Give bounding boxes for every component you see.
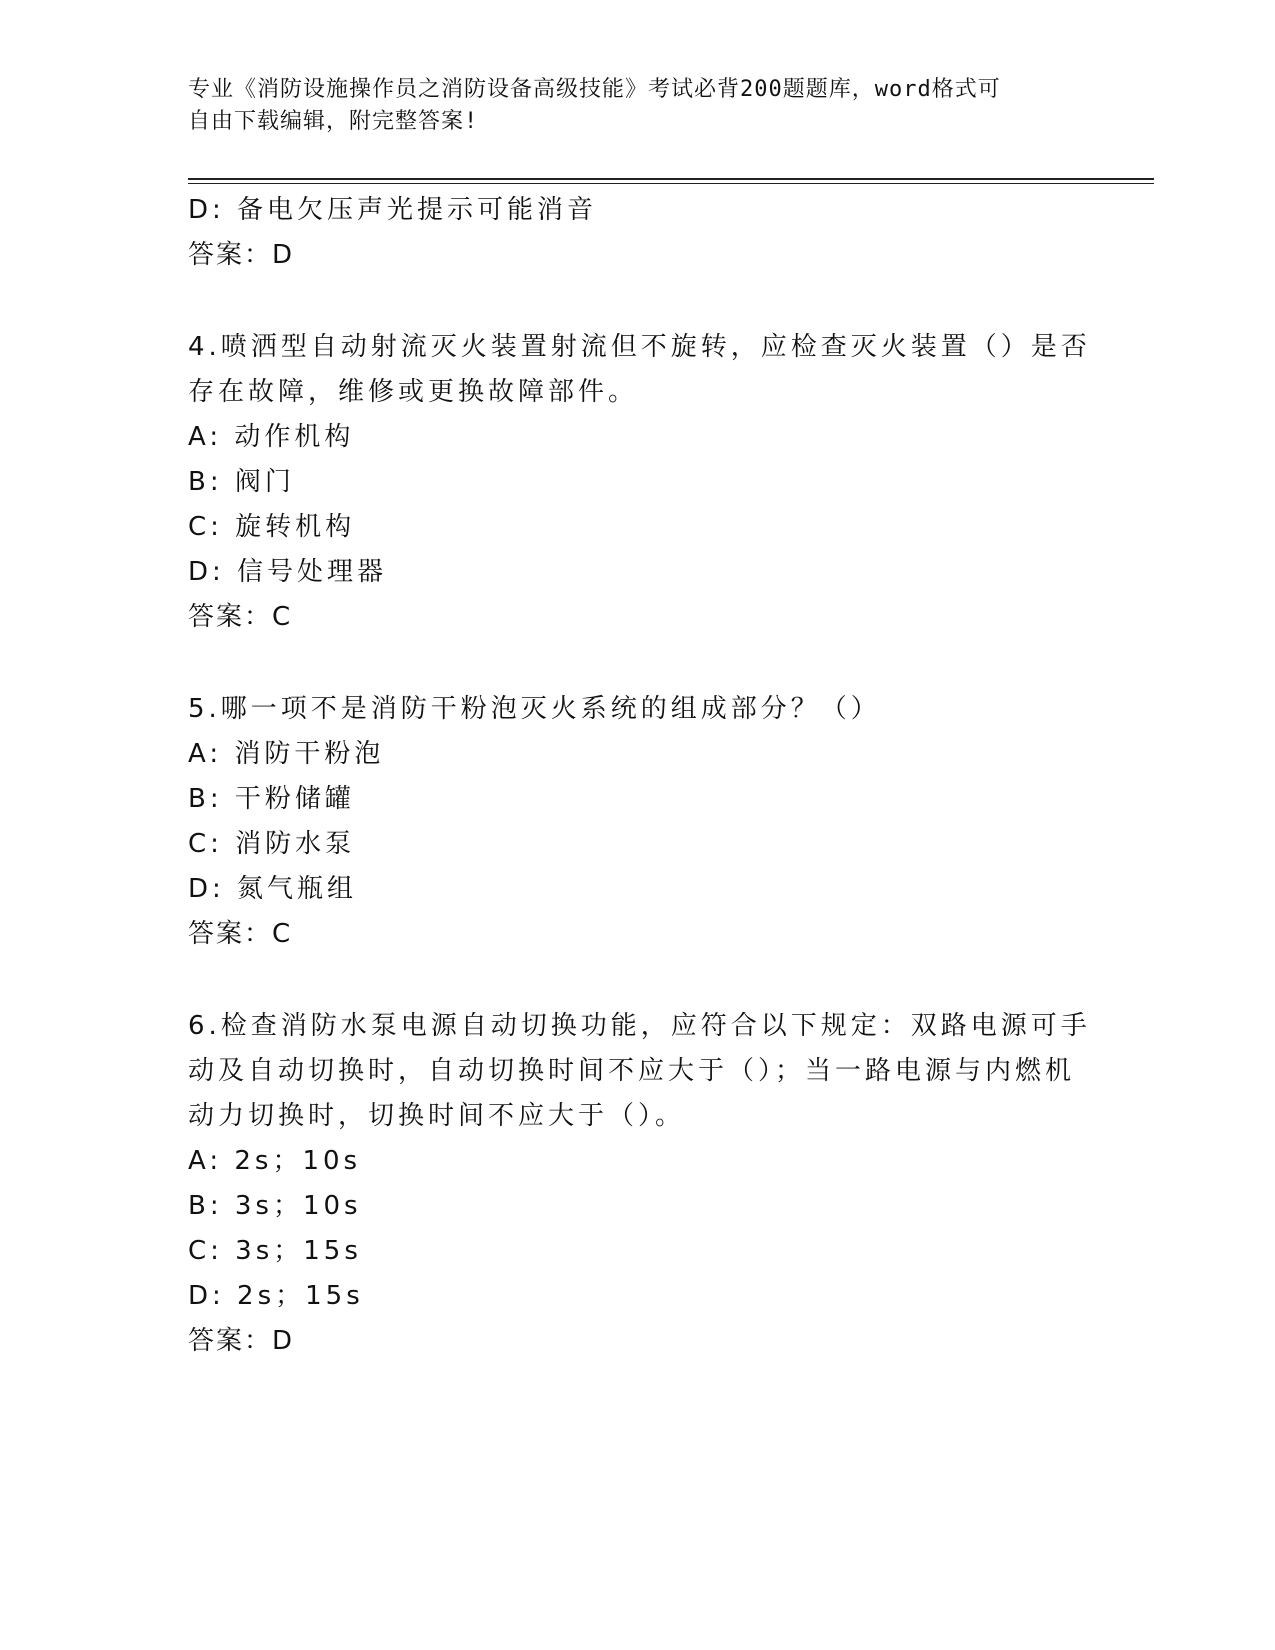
spacer [188,640,1078,687]
question-content [188,188,1091,1364]
header-divider-thick [188,178,1154,180]
header-divider-thin [188,183,1154,184]
option-c: C: 消防水泵 [188,829,356,859]
question-6 [188,1004,1091,1364]
option-d: D: 信号处理器 [188,557,388,587]
question-stem-continued: 动力切换时，切换时间不应大于（）。 [188,1101,686,1131]
document-header [188,74,1088,138]
spacer [188,957,1078,1004]
option-b: B: 阀门 [188,467,295,497]
header-line-2: 自由下载编辑，附完整答案! [188,109,479,134]
question-5 [188,687,1078,957]
option-a: A: 消防干粉泡 [188,739,385,769]
question-stem: 4.喷洒型自动射流灭火装置射流但不旋转，应检查灭火装置（）是否 [188,332,1091,362]
question-stem-continued: 存在故障，维修或更换故障部件。 [188,377,639,407]
question-stem: 6.检查消防水泵电源自动切换功能，应符合以下规定：双路电源可手 [188,1011,1091,1041]
answer-line: 答案：D [188,1326,295,1356]
option-a: A: 2s；10s [188,1146,362,1176]
spacer [188,278,1078,325]
header-line-1: 专业《消防设施操作员之消防设备高级技能》考试必背200题题库，word格式可 [188,77,1001,102]
option-c: C: 3s；15s [188,1236,362,1266]
option-b: B: 3s；10s [188,1191,362,1221]
option-d: D: 2s；15s [188,1281,364,1311]
answer-line: 答案：D [188,240,295,270]
question-stem: 5.哪一项不是消防干粉泡灭火系统的组成部分？（） [188,694,881,724]
question-stem-continued: 动及自动切换时，自动切换时间不应大于（）；当一路电源与内燃机 [188,1056,1076,1086]
answer-line: 答案：C [188,602,293,632]
option-d: D: 备电欠压声光提示可能消音 [188,195,598,225]
answer-line: 答案：C [188,919,293,949]
option-a: A: 动作机构 [188,422,355,452]
option-c: C: 旋转机构 [188,512,356,542]
option-d: D: 氮气瓶组 [188,874,358,904]
option-b: B: 干粉储罐 [188,784,355,814]
question-4 [188,325,1091,640]
previous-question-tail [188,188,1078,278]
